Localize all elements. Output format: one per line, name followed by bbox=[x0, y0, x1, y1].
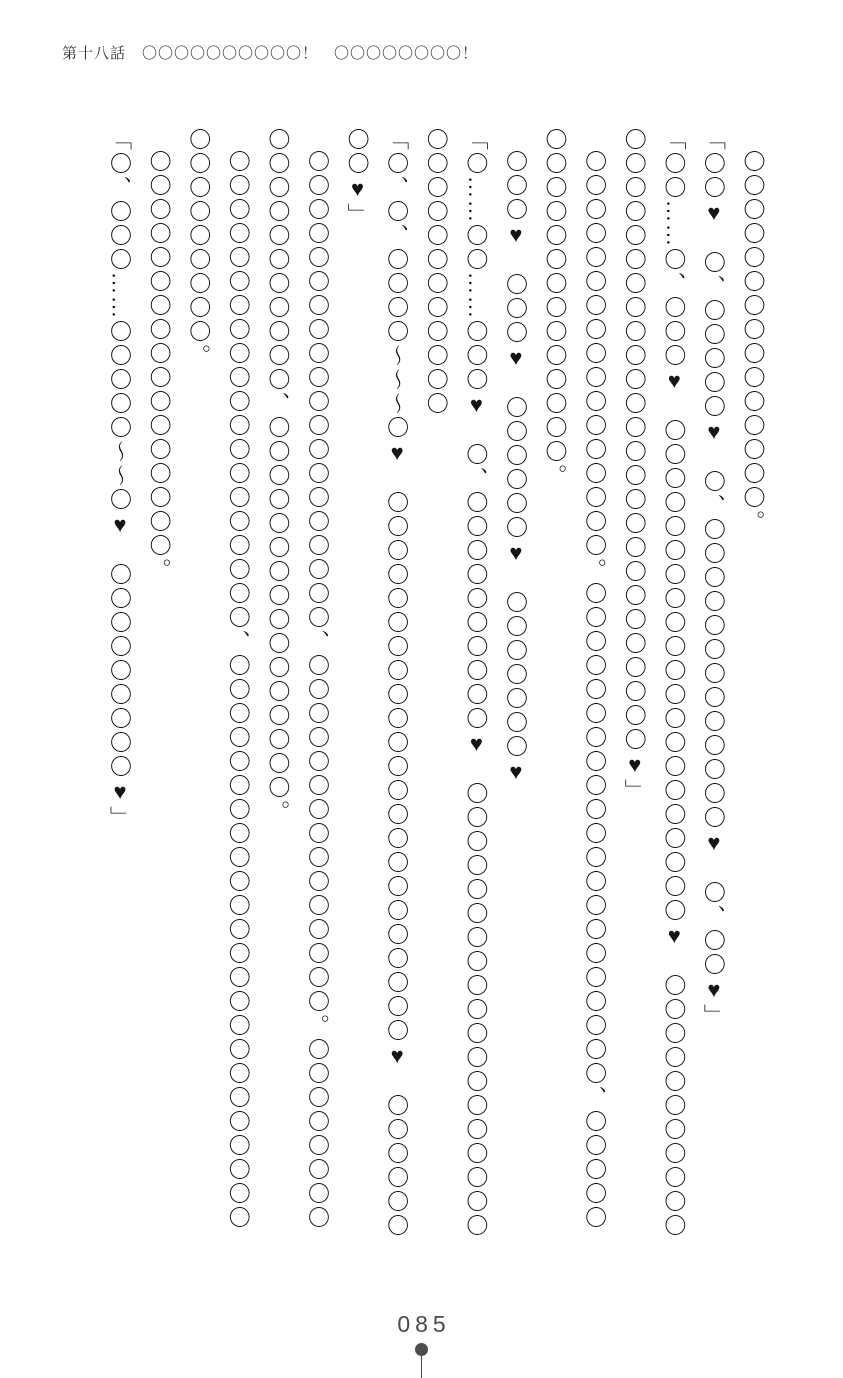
paragraph: 「〇〇♥ 〇、〇〇〇〇〇♥ 〇、〇〇〇〇〇〇〇〇〇〇〇〇〇♥ 〇、〇〇♥」 bbox=[701, 128, 727, 1028]
paragraph: 「〇、〇、〇〇〇〇〜〜〜〇♥ 〇〇〇〇〇〇〇〇〇〇〇〇〇〇〇〇〇〇〇〇〇〇〇♥ 〇〇〇〇〇〇〇〇♥」 bbox=[345, 128, 410, 1238]
paragraph: 「〇、〇〇〇……〇〇〇〇〇〜〜〇♥ 〇〇〇〇〇〇〇〇〇♥」 bbox=[107, 128, 133, 830]
paragraph: 〇〇〇〇〇〇〇〇〇〇〇〇〇〇〇〇〇〇〇〇、〇〇〇〇〇〇〇〇〇〇〇〇〇〇〇〇〇〇〇〇〇〇〇〇〇〇〇〇〇〇〇〇〇。 bbox=[186, 128, 252, 1230]
footer-dot-ornament bbox=[415, 1343, 428, 1356]
paragraph: 〇〇〇♥ 〇〇〇♥ 〇〇〇〇〇〇♥ 〇〇〇〇〇〇〇♥ bbox=[503, 150, 529, 786]
paragraph: 〇〇〇〇〇〇〇〇〇〇〇〇〇〇〇〇〇〇〇〇、〇〇〇〇〇〇〇〇〇〇〇〇〇〇〇。〇〇〇〇〇〇〇〇〇〇〇〇〇〇〇〇〇〇〇、〇〇〇〇〇〇〇〇〇〇〇〇〇〇〇〇。 bbox=[265, 128, 331, 1230]
paragraph: 〇〇〇〇〇〇〇〇〇〇〇〇〇〇〇。 bbox=[741, 150, 766, 534]
paragraph: 「〇……〇〇……〇〇〇♥ 〇、〇〇〇〇〇〇〇〇〇〇♥ 〇〇〇〇〇〇〇〇〇〇〇〇〇〇〇〇〇〇〇〇〇〇〇〇〇〇〇〇〇〇〇 bbox=[424, 128, 489, 1238]
footer-line-ornament bbox=[421, 1356, 422, 1378]
paragraph: 〇〇〇〇〇〇〇〇〇〇〇〇〇〇〇〇〇。 bbox=[147, 150, 173, 582]
paragraph: 〇〇〇〇〇〇〇〇〇〇〇〇〇〇〇〇〇。〇〇〇〇〇〇〇〇〇〇〇〇〇〇〇〇〇〇〇〇〇、〇〇〇〇〇〇〇〇〇〇〇〇〇〇〇〇〇〇〇。 bbox=[543, 128, 608, 1230]
page-footer bbox=[0, 1311, 843, 1378]
running-header: 第十八話 〇〇〇〇〇〇〇〇〇〇！ 〇〇〇〇〇〇〇〇！ bbox=[62, 46, 479, 62]
body-text bbox=[100, 128, 773, 1246]
paragraph: 「〇〇……〇、〇〇〇♥ 〇〇〇〇〇〇〇〇〇〇〇〇〇〇〇〇〇〇〇〇〇♥ 〇〇〇〇〇〇〇〇〇〇〇〇〇〇〇〇〇〇〇〇〇〇〇〇〇〇〇〇〇〇〇〇〇〇〇〇〇♥」 bbox=[622, 128, 687, 1238]
page-number: 085 bbox=[397, 1311, 451, 1337]
